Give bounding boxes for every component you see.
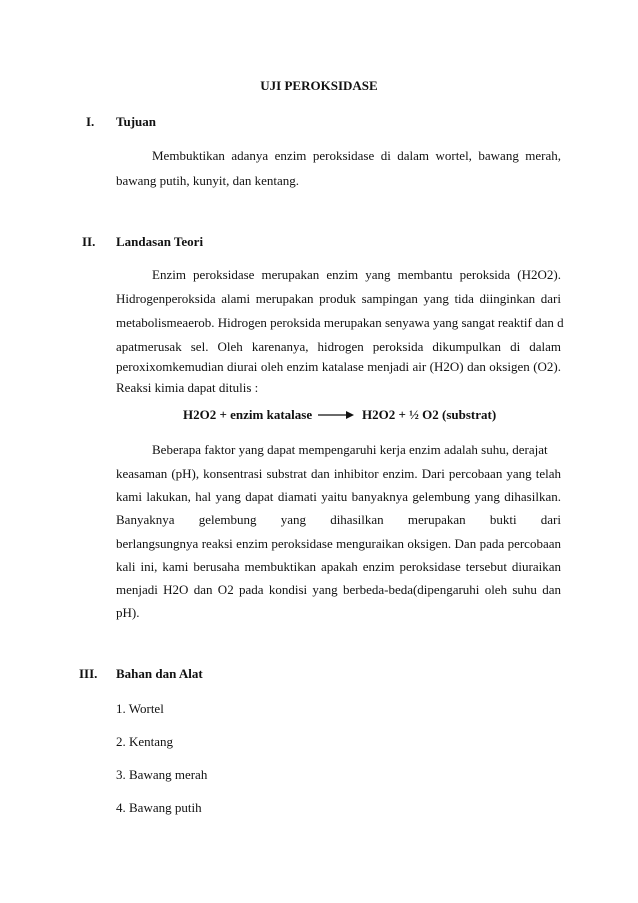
paragraph-line: keasaman (pH), konsentrasi substrat dan inhibitor enzim. Dari percobaan yang telah <box>116 466 561 481</box>
section-2-number: II. <box>82 234 96 249</box>
paragraph-line: Beberapa faktor yang dapat mempengaruhi kerja enzim adalah suhu, derajat <box>152 442 548 457</box>
paragraph-line: Reaksi kimia dapat ditulis : <box>116 380 259 395</box>
equation-right: H2O2 + ½ O2 (substrat) <box>362 407 497 422</box>
document-title: UJI PEROKSIDASE <box>260 78 378 93</box>
section-3-number: III. <box>79 666 98 681</box>
section-1-number: I. <box>86 114 95 129</box>
section-1-heading: Tujuan <box>116 114 156 129</box>
paragraph-line: bawang putih, kunyit, dan kentang. <box>116 173 300 188</box>
paragraph-line: kami lakukan, hal yang dapat diamati yaitu banyaknya gelembung yang dihasilkan. <box>116 489 561 504</box>
reaction-equation <box>0 407 638 427</box>
list-item: 4. Bawang putih <box>116 800 202 815</box>
paragraph-line: berlangsungnya reaksi enzim peroksidase menguraikan oksigen. Dan pada percobaan <box>116 536 561 551</box>
paragraph-line: pH). <box>116 605 140 620</box>
paragraph-line: kali ini, kami berusaha membuktikan apakah enzim peroksidase tersebut diuraikan <box>116 559 561 574</box>
paragraph-line: Enzim peroksidase merupakan enzim yang membantu peroksida (H2O2). <box>152 267 561 282</box>
paragraph-line: apatmerusak sel. Oleh karenanya, hidrogen peroksida dikumpulkan di dalam <box>116 339 561 354</box>
paragraph-line: metabolismeaerob. Hidrogen peroksida merupakan senyawa yang sangat reaktif dan d <box>116 315 564 330</box>
reaction-arrow-icon <box>318 409 354 421</box>
paragraph-line: menjadi H2O dan O2 pada kondisi yang berbeda-beda(dipengaruhi oleh suhu dan <box>116 582 561 597</box>
section-3-heading: Bahan dan Alat <box>116 666 203 681</box>
paragraph-line: peroxixomkemudian diurai oleh enzim katalase menjadi air (H2O) dan oksigen (O2). <box>116 359 561 374</box>
paragraph-line: Banyaknya gelembung yang dihasilkan merupakan bukti dari <box>116 512 561 527</box>
section-2-heading: Landasan Teori <box>116 234 204 249</box>
paragraph-line: Hidrogenperoksida alami merupakan produk sampingan yang tida diinginkan dari <box>116 291 561 306</box>
equation-left: H2O2 + enzim katalase <box>183 407 313 422</box>
list-item: 3. Bawang merah <box>116 767 208 782</box>
list-item: 2. Kentang <box>116 734 174 749</box>
list-item: 1. Wortel <box>116 701 164 716</box>
paragraph-line: Membuktikan adanya enzim peroksidase di dalam wortel, bawang merah, <box>152 148 561 163</box>
